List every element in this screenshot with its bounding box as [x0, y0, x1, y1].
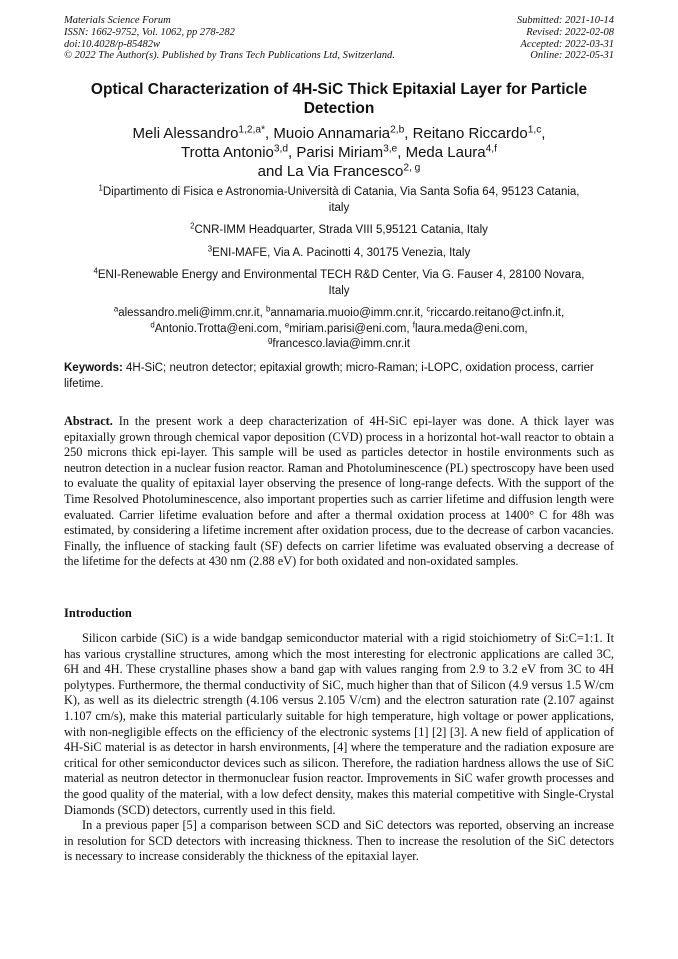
affiliations: [90, 185, 588, 353]
author-sep: ,: [265, 125, 274, 142]
author-line-2: [70, 143, 608, 162]
keywords: [64, 361, 614, 392]
author-sep: ,: [288, 144, 297, 161]
email-sup: d: [150, 320, 155, 330]
email-link[interactable]: laura.meda@eni.com,: [414, 322, 528, 335]
email-link[interactable]: Antonio.Trotta@eni.com,: [154, 322, 285, 335]
affiliation: [90, 185, 588, 216]
journal-info: [64, 15, 395, 62]
affiliation: [90, 223, 588, 239]
email-link[interactable]: francesco.lavia@imm.cnr.it: [272, 338, 410, 350]
online-date: Online: 2022-05-31: [530, 50, 614, 62]
author-sup: 2,b: [390, 124, 405, 136]
author-line-1: [70, 124, 608, 143]
email-sup: c: [426, 304, 431, 314]
author-name: Meda Laura: [405, 144, 486, 161]
submitted-date: Submitted: 2021-10-14: [516, 15, 614, 26]
author-emails: [90, 306, 588, 353]
author-name: Parisi Miriam: [296, 144, 384, 161]
email-sup: b: [266, 304, 271, 314]
introduction-body: [64, 631, 614, 865]
email-link[interactable]: miriam.parisi@eni.com,: [289, 322, 413, 335]
abstract: [64, 414, 614, 570]
affiliation: [90, 246, 588, 262]
accepted-date: Accepted: 2022-03-31: [520, 38, 614, 50]
doi-line: doi:10.4028/p-85482w: [64, 38, 160, 50]
author-name: and La Via Francesco: [257, 163, 404, 180]
section-heading: Introduction: [64, 606, 132, 620]
author-sep: ,: [397, 144, 406, 161]
author-line-3: [70, 162, 608, 181]
affiliation-sup: 1: [98, 183, 103, 193]
author-sup: 3,d: [273, 143, 289, 155]
affiliation-sup: 3: [207, 244, 213, 254]
email-line: [90, 306, 588, 322]
journal-name: Materials Science Forum: [64, 15, 171, 26]
affiliation: [90, 268, 588, 299]
affiliation-text: ENI-Renewable Energy and Environmental TECH R&D Center, Via G. Fauser 4, 28100 Novara, Italy: [97, 269, 585, 297]
keywords-label: Keywords:: [64, 362, 123, 374]
author-list: [70, 124, 608, 181]
keywords-text: 4H-SiC; neutron detector; epitaxial growth; micro-Raman; i-LOPC, oxidation process, carrier lifetime.: [64, 362, 594, 390]
email-link[interactable]: alessandro.meli@imm.cnr.it,: [118, 307, 266, 319]
author-sup: 2, g: [403, 162, 421, 174]
abstract-text: In the present work a deep characterization of 4H-SiC epi-layer was done. A thick layer was epitaxially grown through chemical vapor deposition (CVD) process in a horizontal hot-wall reactor to obtain a 250 microns thick epi-layer. This sample will be used as particles detector in hostile environments such as neutron detection in a nuclear fusion reactor. Raman and Photoluminescence (PL) spectroscopy have been used to evaluate the quality of epitaxial layer observing the presence of long-range defects. With the support of the Time Resolved Photoluminescence, also important properties such as carrier lifetime and diffusion length were evaluated. Carrier lifetime evaluation before and after a thermal oxidation process at 1400° C for 48h was estimated, by considering a lifetime increment after oxidation process, due to the decrease of carbon vacancies. Finally, the influence of stacking fault (SF) defects on carrier lifetime was evaluated observing a decrease of the lifetime for the defects at 430 nm (2.88 eV) for both oxidated and non-oxidated samples.: [64, 414, 614, 569]
author-sup: 1,2,a*: [238, 124, 266, 136]
email-sup: e: [284, 320, 290, 330]
author-name: Trotta Antonio: [181, 144, 274, 161]
email-link[interactable]: annamaria.muoio@imm.cnr.it,: [270, 307, 427, 319]
affiliation-text: Dipartimento di Fisica e Astronomia-Università di Catania, Via Santa Sofia 64, 95123 Catania, italy: [102, 186, 580, 214]
affiliation-text: ENI-MAFE, Via A. Pacinotti 4, 30175 Venezia, Italy: [212, 246, 471, 259]
email-link[interactable]: riccardo.reitano@ct.infn.it,: [430, 307, 565, 319]
author-name: Meli Alessandro: [132, 125, 239, 142]
author-name: Muoio Annamaria: [273, 125, 391, 142]
issn-line: ISSN: 1662-9752, Vol. 1062, pp 278-282: [64, 26, 235, 38]
revised-date: Revised: 2022-02-08: [526, 26, 614, 38]
paper-title: Optical Characterization of 4H-SiC Thick Epitaxial Layer for Particle Detection: [90, 81, 588, 117]
copyright-line: © 2022 The Author(s). Published by Trans Tech Publications Ltd, Switzerland.: [64, 50, 395, 62]
paragraph: In a previous paper [5] a comparison between SCD and SiC detectors was reported, observing an increase in resolution for SCD detectors with increasing thickness. Then to increase the resolution of the SiC detectors is necessary to increase considerably the thickness of the epitaxial layer.: [64, 818, 614, 864]
email-sup: a: [113, 304, 119, 314]
author-sep: ,: [404, 125, 413, 142]
author-sep: ,: [541, 125, 546, 142]
email-sup: g: [268, 335, 273, 345]
author-sup: 4,f: [485, 143, 497, 155]
email-line: [90, 322, 588, 338]
author-sup: 1,c: [527, 124, 542, 136]
email-sup: f: [412, 320, 415, 330]
author-name: Reitano Riccardo: [412, 125, 528, 142]
affiliation-sup: 2: [190, 221, 195, 231]
affiliation-sup: 4: [93, 266, 98, 276]
author-sup: 3,e: [383, 143, 398, 155]
affiliation-text: CNR-IMM Headquarter, Strada VIII 5,95121 Catania, Italy: [194, 224, 488, 236]
submission-dates: [517, 15, 614, 62]
email-line: [90, 337, 588, 353]
abstract-label: Abstract.: [64, 414, 113, 428]
paragraph: Silicon carbide (SiC) is a wide bandgap semiconductor material with a rigid stoichiometry of Si:C=1:1. It has various crystalline structures, among which the most interesting for electronic applications are called 3C, 6H and 4H. These crystalline phases show a band gap with values ranging from 2.9 to 3.2 eV from 3C to 4H polytypes. Furthermore, the thermal conductivity of SiC, much higher than that of Silicon (4.9 versus 1.5 W/cm K), as well as its dielectric strength (4.106 versus 2.105 V/cm) and the electron saturation rate (2.107 against 1.107 cm/s), make this material particularly suitable for high temperature, high voltage or power applications, with non-negligible effects on the efficiency of the electronic systems [1] [2] [3]. A new field of application of 4H-SiC material is as detector in harsh environments, [4] where the temperature and the radiation exposure are critical for other semiconductor devices such as silicon. Therefore, the radiation hardness allows the use of SiC material as neutron detector in thermonuclear fusion reactor. Improvements in SiC wafer growth processes and the good quality of the material, with a low defect density, makes this material competitive with Single-Crystal Diamonds (SCD) detectors, currently used in this field.: [64, 631, 614, 817]
